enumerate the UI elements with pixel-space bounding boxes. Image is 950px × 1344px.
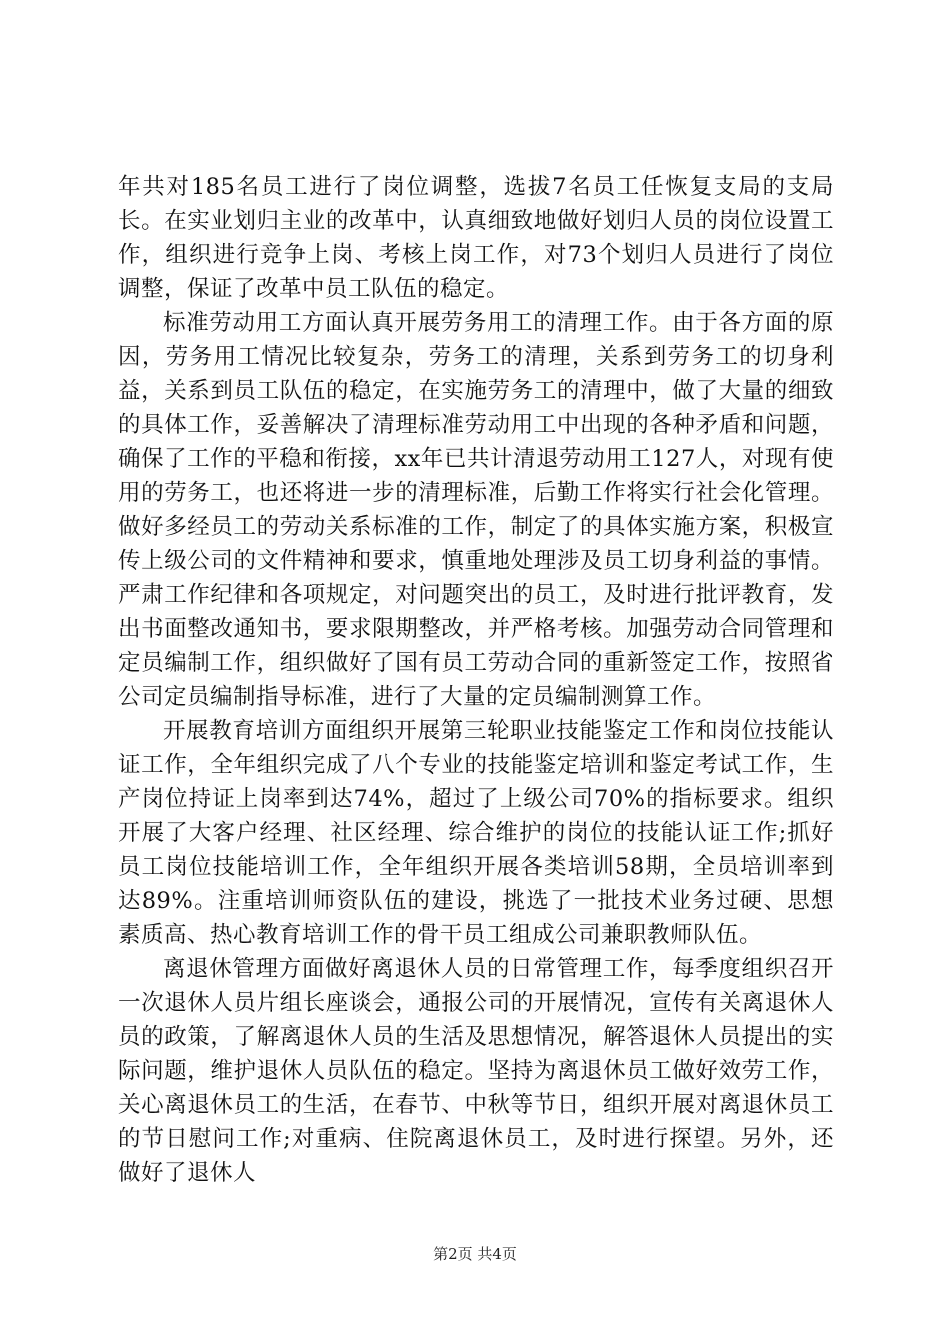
paragraph-labor-employment: 标准劳动用工方面认真开展劳务用工的清理工作。由于各方面的原因，劳务用工情况比较复杂，劳务工的清理，关系到劳务工的切身利益，关系到员工队伍的稳定，在实施劳务工的清理中，做了大量的细致的具体工作，妥善解决了清理标准劳动用工中出现的各种矛盾和问题，确保了工作的平稳和衔接，xx年已共计清退劳动用工127人，对现有使用的劳务工，也还将进一步的清理标准，后勤工作将实行社会化管理。做好多经员工的劳动关系标准的工作，制定了的具体实施方案，积极宣传上级公司的文件精神和要求，慎重地处理涉及员工切身利益的事情。严肃工作纪律和各项规定，对问题突出的员工，及时进行批评教育，发出书面整改通知书，要求限期整改，并严格考核。加强劳动合同管理和定员编制工作，组织做好了国有员工劳动合同的重新签定工作，按照省公司定员编制指导标准，进行了大量的定员编制测算工作。 (118, 310, 834, 710)
paragraph-continuation: 年共对185名员工进行了岗位调整，选拔7名员工任恢复支局的支局长。在实业划归主业的改革中，认真细致地做好划归人员的岗位设置工作，组织进行竞争上岗、考核上岗工作，对73个划归人员进行了岗位调整，保证了改革中员工队伍的稳定。 (118, 174, 834, 302)
document-body (118, 170, 834, 1190)
page-number-footer: 第2页 共4页 (433, 1245, 517, 1263)
paragraph-education-training: 开展教育培训方面组织开展第三轮职业技能鉴定工作和岗位技能认证工作，全年组织完成了八个专业的技能鉴定培训和鉴定考试工作，生产岗位持证上岗率到达74%，超过了上级公司70%的指标要求。组织开展了大客户经理、社区经理、综合维护的岗位的技能认证工作;抓好员工岗位技能培训工作，全年组织开展各类培训58期，全员培训率到达89%。注重培训师资队伍的建设，挑选了一批技术业务过硬、思想素质高、热心教育培训工作的骨干员工组成公司兼职教师队伍。 (118, 718, 834, 948)
paragraph-retiree-management: 离退休管理方面做好离退休人员的日常管理工作，每季度组织召开一次退休人员片组长座谈会，通报公司的开展情况，宣传有关离退休人员的政策，了解离退休人员的生活及思想情况，解答退休人员提出的实际问题，维护退休人员队伍的稳定。坚持为离退休员工做好效劳工作，关心离退休员工的生活，在春节、中秋等节日，组织开展对离退休员工的节日慰问工作;对重病、住院离退休员工，及时进行探望。另外，还做好了退休人 (118, 956, 834, 1186)
